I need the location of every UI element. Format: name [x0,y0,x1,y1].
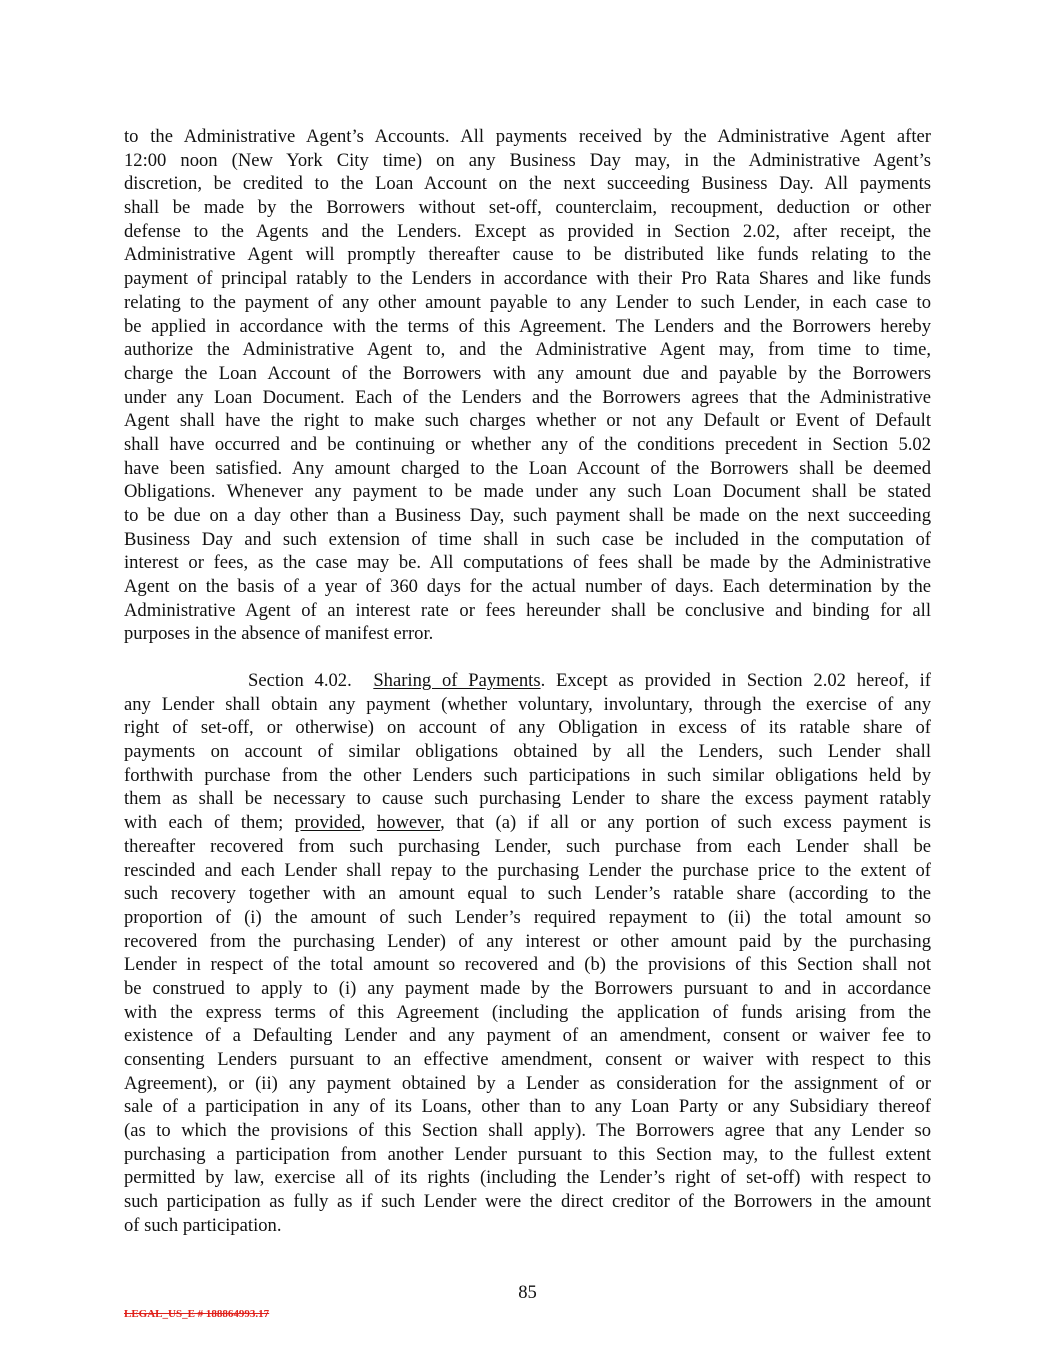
text-line: Business Day and such extension of time shall in such case be included in the computation of [124,528,931,550]
text-line: charge the Loan Account of the Borrowers with any amount due and payable by the Borrowers [124,362,931,384]
text-line: relating to the payment of any other amount payable to any Lender to such Lender, in each case to [124,291,931,313]
provided-line-prefix: with each of them; [124,812,295,834]
text-line: purchasing a participation from another Lender pursuant to this Section may, to the fullest extent [124,1143,931,1165]
text-line: Obligations. Whenever any payment to be made under any such Loan Document shall be stated [124,481,931,503]
text-line: 12:00 noon (New York City time) on any Business Day may, in the Administrative Agent’s [124,149,931,171]
text-line: them as shall be necessary to cause such purchasing Lender to share the excess payment ratably [124,788,931,810]
text-line: Administrative Agent will promptly thereafter cause to be distributed like funds relating to the [124,244,931,266]
text-line: discretion, be credited to the Loan Account on the next succeeding Business Day. All payments [124,173,931,195]
provided-term: provided [294,812,361,834]
text-line: interest or fees, as the case may be. All computations of fees shall be made by the Administrative [124,552,931,574]
text-line: such recovery together with an amount equal to such Lender’s ratable share (according to the [124,883,931,905]
text-line: Agent on the basis of a year of 360 days for the actual number of days. Each determination by the [124,576,931,598]
text-line: payments on account of similar obligations obtained by all the Lenders, such Lender shall [124,741,931,763]
text-line: consenting Lenders pursuant to an effective amendment, consent or waiver with respect to this [124,1049,931,1070]
however-term: however [376,812,441,834]
text-line: defense to the Agents and the Lenders. Except as provided in Section 2.02, after receipt, the [124,220,931,242]
text-line: (as to which the provisions of this Section shall apply). The Borrowers agree that any Lender so [124,1120,931,1142]
text-line: right of set-off, or otherwise) on account of any Obligation in excess of its ratable share of [124,717,931,739]
text-line: existence of a Defaulting Lender and any payment of an amendment, consent or waiver fee to [124,1025,931,1047]
text-line: purposes in the absence of manifest error. [124,623,434,645]
page-number: 85 [518,1282,537,1303]
text-line: any Lender shall obtain any payment (whether voluntary, involuntary, through the exercise of any [124,693,931,715]
section-lines-after-provided [124,835,931,1238]
text-line: Agreement), or (ii) any payment obtained by a Lender as consideration for the assignment of or [124,1072,931,1094]
text-line: authorize the Administrative Agent to, and the Administrative Agent may, from time to time, [124,339,931,361]
text-line: shall have occurred and be continuing or whether any of the conditions precedent in Section 5.02 [124,433,931,455]
text-line: sale of a participation in any of its Loans, other than to any Loan Party or any Subsidiary thereof [124,1096,931,1118]
text-line: be construed to apply to (i) any payment made by the Borrowers pursuant to and in accordance [124,977,931,999]
text-line: forthwith purchase from the other Lenders such participations in such similar obligations held by [124,764,931,786]
text-line: Administrative Agent of an interest rate or fees hereunder shall be conclusive and binding for all [124,599,931,621]
section-4-02-sharing-of-payments [124,669,931,1238]
text-line: rescinded and each Lender shall repay to the purchasing Lender the purchase price to the extent of [124,859,931,881]
section-number: Section 4.02. [248,670,352,691]
section-first-line-text: . Except as provided in Section 2.02 hereof, if [540,670,932,691]
provided-line-suffix: , that (a) if all or any portion of such excess payment is [440,812,932,834]
text-line: have been satisfied. Any amount charged to the Loan Account of the Borrowers shall be deemed [124,457,931,479]
text-line: thereafter recovered from such purchasing Lender, such purchase from each Lender shall be [124,835,931,857]
text-line: payment of principal ratably to the Lenders in accordance with their Pro Rata Shares and like funds [124,268,931,290]
provided-comma: , [360,812,377,834]
provided-however-line [124,811,931,835]
text-line: be applied in accordance with the terms of this Agreement. The Lenders and the Borrowers hereby [124,315,931,337]
paragraph-payments [124,125,931,646]
text-line: recovered from the purchasing Lender) of any interest or other amount paid by the purchasing [124,930,931,952]
text-line: to the Administrative Agent’s Accounts. All payments received by the Administrative Agent after [124,126,931,147]
section-heading-line [124,669,931,693]
section-title: Sharing of Payments [373,670,541,691]
text-line: shall be made by the Borrowers without set-off, counterclaim, recoupment, deduction or other [124,197,931,219]
text-line: permitted by law, exercise all of its rights (including the Lender’s right of set-off) with respect to [124,1167,931,1189]
text-line: Agent shall have the right to make such charges whether or not any Default or Event of Default [124,410,931,432]
text-line: of such participation. [124,1214,282,1236]
text-line: with the express terms of this Agreement (including the application of funds arising from the [124,1001,931,1023]
text-line: proportion of (i) the amount of such Lender’s required repayment to (ii) the total amount so [124,906,931,928]
document-id-footer: LEGAL_US_E # 188864993.17 [124,1308,270,1320]
section-lines-before-provided [124,693,931,811]
text-line: Lender in respect of the total amount so recovered and (b) the provisions of this Section shall not [124,954,931,976]
text-line: under any Loan Document. Each of the Lenders and the Borrowers agrees that the Administrative [124,386,931,408]
text-line: to be due on a day other than a Business Day, such payment shall be made on the next succeeding [124,505,931,526]
text-line: such participation as fully as if such Lender were the direct creditor of the Borrowers in the amount [124,1191,931,1213]
